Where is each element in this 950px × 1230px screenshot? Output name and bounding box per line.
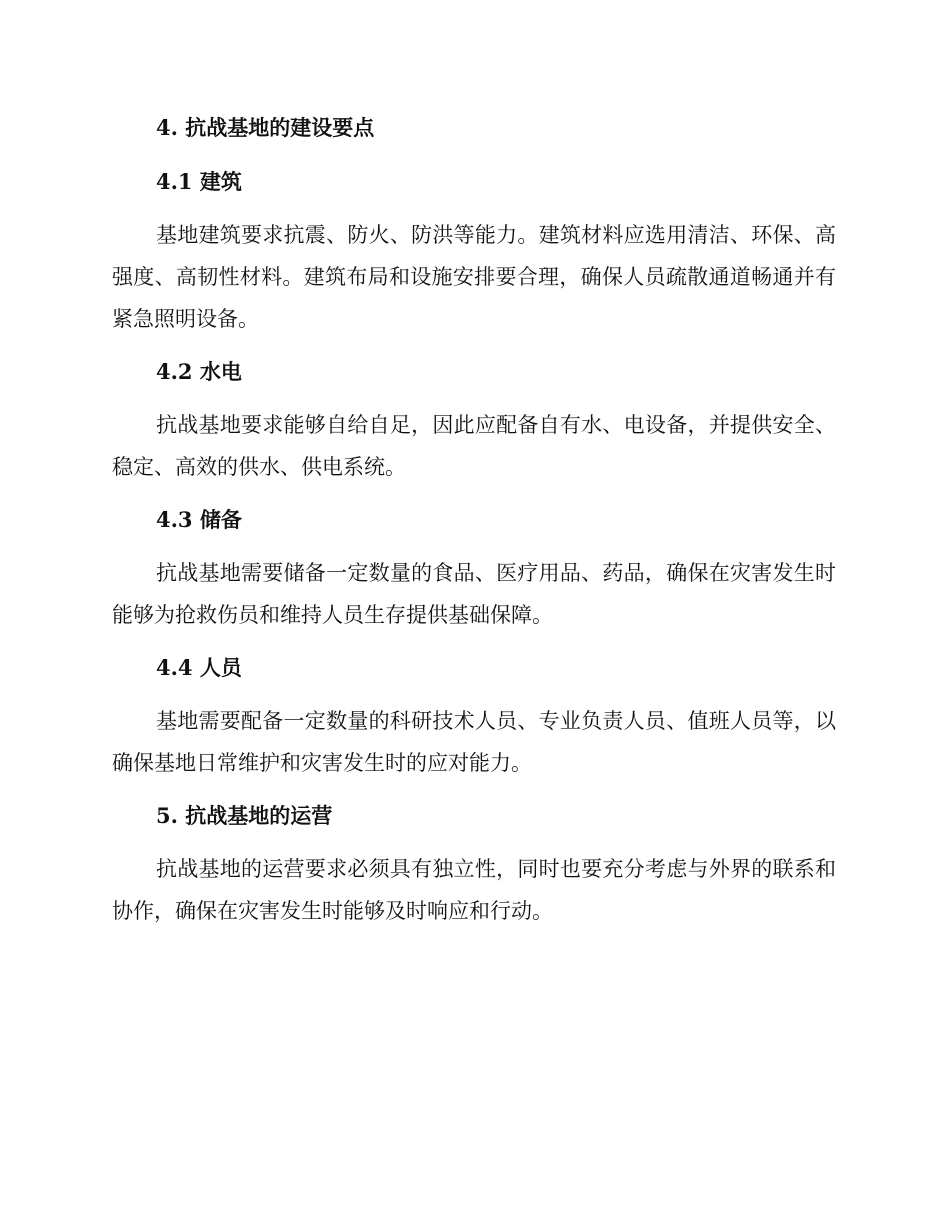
section-body-5: 抗战基地的运营要求必须具有独立性，同时也要充分考虑与外界的联系和协作，确保在灾害发生时能够及时响应和行动。 xyxy=(112,857,836,923)
section-body-4-1: 基地建筑要求抗震、防火、防洪等能力。建筑材料应选用清洁、环保、高强度、高韧性材料。建筑布局和设施安排要合理，确保人员疏散通道畅通并有紧急照明设备。 xyxy=(112,223,836,331)
section-heading-4-3: 4.3 储备 xyxy=(156,507,242,532)
document-content xyxy=(112,108,836,944)
section-body-4-4: 基地需要配备一定数量的科研技术人员、专业负责人员、值班人员等，以确保基地日常维护和灾害发生时的应对能力。 xyxy=(112,709,836,775)
section-heading-5: 5. 抗战基地的运营 xyxy=(156,803,333,828)
section-heading-4-4: 4.4 人员 xyxy=(156,655,242,680)
section-heading-4: 4. 抗战基地的建设要点 xyxy=(156,115,375,140)
section-heading-4-2: 4.2 水电 xyxy=(156,359,242,384)
section-body-4-2: 抗战基地要求能够自给自足，因此应配备自有水、电设备，并提供安全、稳定、高效的供水、供电系统。 xyxy=(112,413,836,479)
section-body-4-3: 抗战基地需要储备一定数量的食品、医疗用品、药品，确保在灾害发生时能够为抢救伤员和维持人员生存提供基础保障。 xyxy=(112,561,836,627)
section-heading-4-1: 4.1 建筑 xyxy=(156,169,242,194)
